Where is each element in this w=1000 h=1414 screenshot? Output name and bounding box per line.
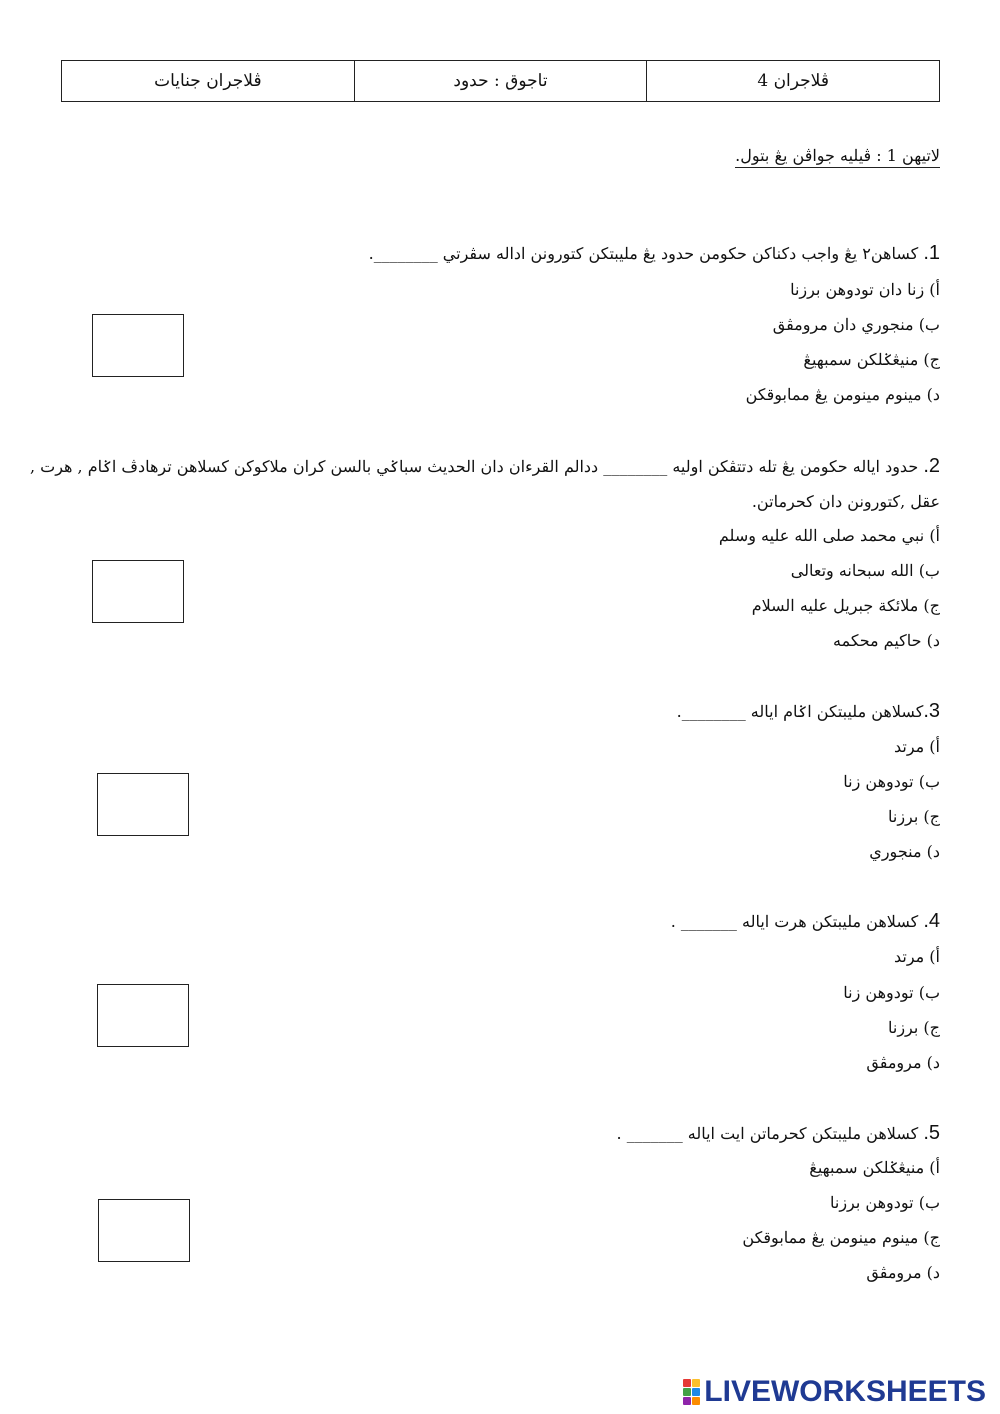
liveworksheets-mark-icon [683,1379,700,1405]
answer-box-5[interactable] [98,1199,190,1262]
instruction: لاتيهن 1 : ڤيليه جواڤن يڠ بتول. [735,146,940,168]
option-a[interactable]: أ) منيڠݢلكن سمبهيڠ [809,1158,940,1177]
question-number: 1. [923,242,940,264]
option-d[interactable]: د) مرومڤق [866,1263,940,1282]
mark-square [692,1397,700,1405]
question-5 [617,1122,940,1145]
question-3 [677,700,940,723]
question-text: كسلاهن مليبتكن اݢام اياله ________. [676,702,924,721]
header-cell-subject: ڤلاجران جنايات [62,61,355,102]
question-2-continued: عقل ,كتورونن دان كحرماتن. [751,492,940,511]
header-table [61,60,940,102]
header-cell-grade: ڤلاجران 4 [647,61,940,102]
question-text: كسلاهن مليبتكن كحرماتن ايت اياله _______ . [616,1124,924,1143]
answer-box-4[interactable] [97,984,189,1047]
question-2 [30,455,940,478]
option-d[interactable]: د) منجوري [869,842,940,861]
logo-text: LIVEWORKSHEETS [704,1375,986,1408]
mark-square [683,1388,691,1396]
option-d[interactable]: د) حاكيم محكمه [833,631,940,650]
question-1 [369,242,940,265]
question-number: 5. [923,1122,940,1144]
question-text: كساهن٢ يڠ واجب دكناكن حكومن حدود يڠ مليبتكن كتورونن اداله سڤرتي ________. [368,244,924,263]
mark-square [692,1379,700,1387]
option-a[interactable]: أ) زنا دان تودوهن برزنا [790,280,940,299]
option-b[interactable]: ب) منجوري دان مرومڤق [772,315,940,334]
question-4 [671,910,940,933]
option-d[interactable]: د) مينوم مينومن يڠ ممابوقكن [745,385,940,404]
option-a[interactable]: أ) نبي محمد صلى الله عليه وسلم [718,526,940,545]
header-cell-topic: تاجوق : حدود [354,61,647,102]
question-text: حدود اياله حكومن يڠ تله دتتڤكن اوليه ________ ددالم القرءان دان الحديث سباݢي بالسن كران ملاكوكن كسلاهن ترهادڤ اݢام , هرت , [29,457,924,476]
option-d[interactable]: د) مرومڤق [866,1053,940,1072]
option-b[interactable]: ب) تودوهن زنا [843,983,940,1002]
mark-square [683,1397,691,1405]
mark-square [683,1379,691,1387]
option-a[interactable]: أ) مرتد [893,947,940,966]
option-b[interactable]: ب) تودوهن زنا [843,772,940,791]
mark-square [692,1388,700,1396]
question-number: 3. [923,700,940,722]
question-number: 4. [923,910,940,932]
option-c[interactable]: ج) منيڠݢلكن سمبهيڠ [803,350,940,369]
question-number: 2. [923,455,940,477]
liveworksheets-logo [683,1375,986,1409]
answer-box-1[interactable] [92,314,184,377]
option-c[interactable]: ج) برزنا [888,1018,940,1037]
answer-box-3[interactable] [97,773,189,836]
option-a[interactable]: أ) مرتد [893,737,940,756]
option-c[interactable]: ج) ملائكة جبريل عليه السلام [751,596,940,615]
answer-box-2[interactable] [92,560,184,623]
question-text: كسلاهن مليبتكن هرت اياله _______ . [670,912,924,931]
option-b[interactable]: ب) تودوهن برزنا [830,1193,940,1212]
option-b[interactable]: ب) الله سبحانه وتعالى [790,561,940,580]
option-c[interactable]: ج) برزنا [888,807,940,826]
option-c[interactable]: ج) مينوم مينومن يڠ ممابوقكن [742,1228,940,1247]
